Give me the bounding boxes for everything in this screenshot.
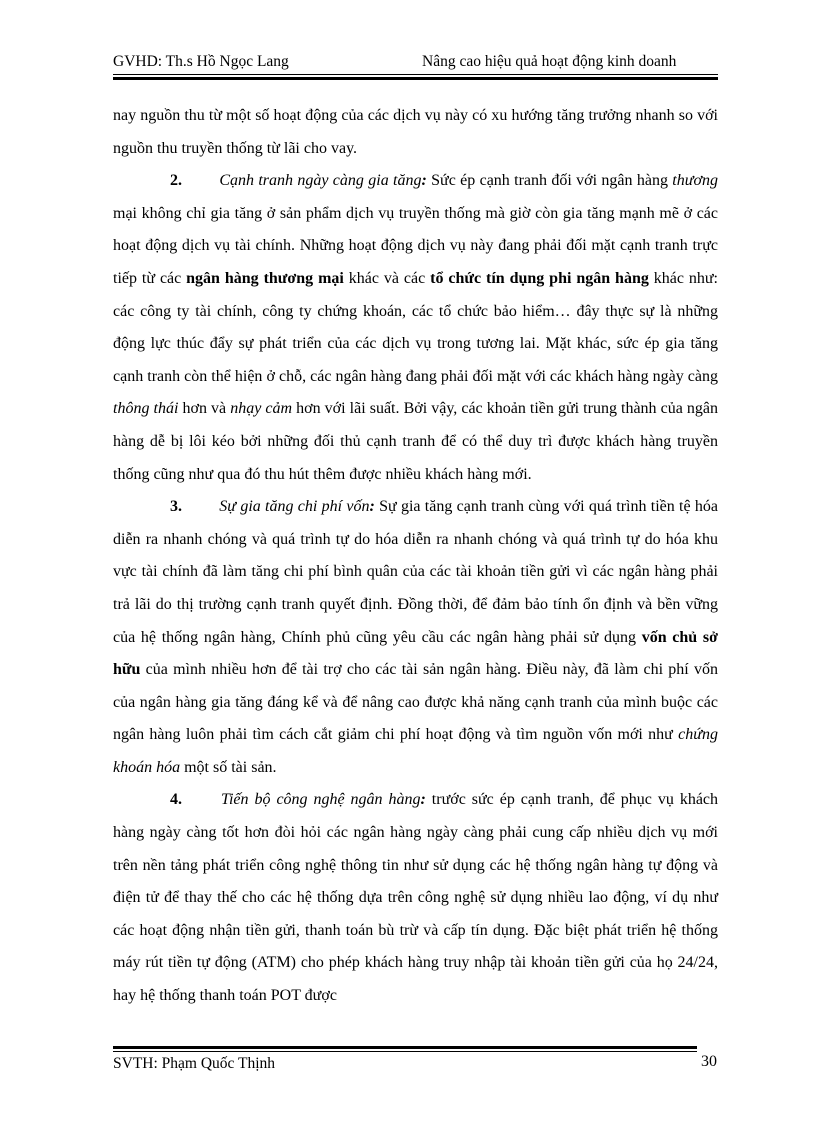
page-number: 30: [701, 1053, 717, 1070]
header-rule-thick: [113, 77, 718, 80]
section-text-run: hơn với lãi suất. Bởi vậy, các khoản tiền gửi trung thành của ngân hàng dễ bị lôi kéo bởi những đối thủ cạnh tranh để có thể duy trì được khách hàng truyền thống cũng như qua đó thu hút thêm được nhiều khách hàng mới.: [113, 400, 719, 483]
section-text-run: ngân hàng thương mại: [186, 269, 344, 287]
section-text-run: thương: [672, 172, 719, 190]
section-text-run: :: [369, 498, 375, 516]
page-header: [113, 50, 717, 74]
section-text-run: chứng khoán hóa: [113, 726, 718, 776]
section-text-run: khác và các: [343, 269, 431, 287]
section-text-run: Cạnh tranh ngày càng gia tăng: [219, 172, 422, 190]
section-3-number: 3.: [170, 498, 182, 516]
section-text-run: của mình nhiều hơn để tài trợ cho các tài sản ngân hàng. Điều này, đã làm chi phí vốn của ngân hàng gia tăng đáng kể và để nâng cao được khả năng cạnh tranh của mình buộc các ngân hàng luôn phải tìm cách cắt giảm chi phí hoạt động và tìm nguồn vốn mới như: [113, 661, 718, 744]
document-body: [113, 100, 718, 1013]
section-text-run: Sự gia tăng cạnh tranh cùng với quá trình tiền tệ hóa diễn ra nhanh chóng và quá trình tự do hóa diễn ra nhanh chóng và quá trình tự do hóa khu vực tài chính đã làm tăng chi phí bình quân của các tài khoản tiền gửi vì các ngân hàng phải trả lãi do thị trường cạnh tranh quyết định. Đồng thời, để đảm bảo tính ổn định và bền vững của hệ thống ngân hàng, Chính phủ cũng yêu cầu các ngân hàng phải sử dụng: [113, 498, 718, 646]
page-footer: [113, 1052, 717, 1076]
section-4-number: 4.: [170, 791, 182, 809]
section-text-run: vốn chủ sở hữu: [113, 628, 718, 679]
section-2-paragraph: [113, 165, 718, 491]
section-3-paragraph: [113, 491, 718, 784]
section-text-run: thông thái: [113, 400, 179, 418]
header-title: Nâng cao hiệu quả hoạt động kinh doanh: [422, 53, 677, 70]
section-text-run: trước sức ép cạnh tranh, để phục vụ khách hàng ngày càng tốt hơn đòi hỏi các ngân hàng ngày càng phải cung cấp nhiều dịch vụ mới trên nền tảng phát triển công nghệ thông tin như sử dụng các hệ thống ngân hàng tự động và điện tử để thay thế cho các hệ thống dựa trên công nghệ sử dụng nhiều lao động, ví dụ như các hoạt động nhận tiền gửi, thanh toán bù trừ và cấp tín dụng. Đặc biệt phát triển hệ thống máy rút tiền tự động (ATM) cho phép khách hàng truy nhập tài khoản tiền gửi của họ 24/24, hay hệ thống thanh toán POT được: [113, 791, 719, 1005]
footer-student: SVTH: Phạm Quốc Thịnh: [113, 1055, 276, 1072]
section-2-number: 2.: [170, 172, 182, 190]
section-4-paragraph: [113, 784, 718, 1012]
section-text-run: khác như: các công ty tài chính, công ty chứng khoán, các tổ chức bảo hiểm… đây thực sự là những động lực thúc đẩy sự phát triển của các dịch vụ trong tương lai. Mặt khác, sức ép gia tăng cạnh tranh còn thể hiện ở chỗ, các ngân hàng đang phải đối mặt với các khách hàng ngày càng: [113, 269, 718, 385]
section-text-run: Sự gia tăng chi phí vốn: [219, 498, 370, 516]
section-text-run: :: [421, 172, 427, 190]
section-text-run: một số tài sản.: [180, 758, 277, 776]
section-text-run: :: [420, 791, 426, 809]
section-text-run: Tiến bộ công nghệ ngân hàng: [220, 791, 421, 809]
section-text-run: hơn và: [178, 400, 231, 418]
section-text-run: Sức ép cạnh tranh đối với ngân hàng: [426, 172, 673, 190]
section-text-run: nhạy cảm: [230, 400, 293, 418]
section-text-run: tổ chức tín dụng phi ngân hàng: [430, 269, 649, 287]
footer-rule-thick: [113, 1046, 697, 1049]
header-rule-thin: [113, 74, 718, 75]
header-instructor: GVHD: Th.s Hồ Ngọc Lang: [113, 53, 289, 70]
intro-paragraph: nay nguồn thu từ một số hoạt động của các dịch vụ này có xu hướng tăng trưởng nhanh so với nguồn thu truyền thống từ lãi cho vay.: [113, 107, 718, 157]
section-text-run: mại không chỉ gia tăng ở sản phẩm dịch vụ truyền thống mà giờ còn gia tăng mạnh mẽ ở các hoạt động dịch vụ tài chính. Những hoạt động dịch vụ này đang phải đối mặt cạnh tranh trực tiếp từ các: [113, 204, 718, 287]
